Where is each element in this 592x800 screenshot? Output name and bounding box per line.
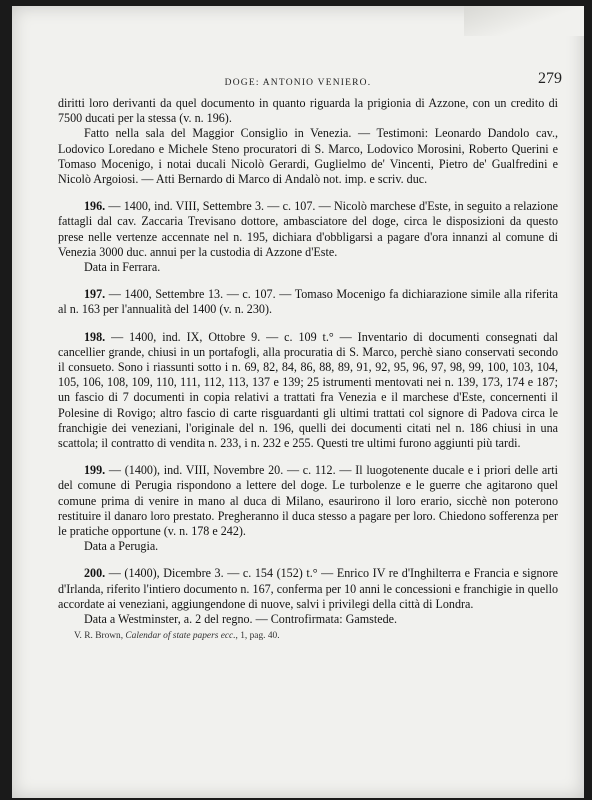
page-corner-shadow xyxy=(464,6,584,36)
entry-200 xyxy=(58,566,558,612)
entry-199-data: Data a Perugia. xyxy=(84,539,159,554)
book-page xyxy=(12,6,584,798)
entry-196 xyxy=(58,199,558,260)
entry-text: — (1400), Dicembre 3. — c. 154 (152) t.° — Enrico IV re d'Inghilterra e Francia e signore d'Irlanda, riferito l'intiero documento n. 167, conferma per 10 anni le concessioni e franchigie in quello accordate ai veneziani, aggiungendone di nuove, salvi i privilegi della città di Londra. xyxy=(58,566,558,611)
entry-200-data: Data a Westminster, a. 2 del regno. — Controfirmata: Gamstede. xyxy=(84,612,398,627)
entry-text: — 1400, ind. IX, Ottobre 9. — c. 109 t.° — Inventario di documenti consegnati dal cancellier grande, chiusi in un portafogli, alla procuratia di S. Marco, perchè siano conservati secondo il consueto. Sono i riassunti sotto i n. 69, 82, 84, 86, 88, 89, 91, 92, 95, 96, 97, 98, 99, 100, 103, 104, 105, 106, 108, 109, 110, 111, 112, 113, 137 e 139; 25 istrumenti mentovati nei n. 139, 173, 174 e 187; un fascio di 7 documenti in copia relativi a trattati fra Venezia e il marchese d'Este, concernenti il Polesine di Rovigo; altro fascio di carte risguardanti gli ultimi trattati col signore di Padova circa le franchigie dei veneziani, l'originale del n. 196, quelli dei documenti citati nel n. 186 chiusi in una scattola; il contratto di vendita n. 233, i n. 232 e 255. Questi tre ultimi furono aggiunti più tardi. xyxy=(58,329,558,451)
page-body xyxy=(58,96,558,645)
entry-text: — 1400, ind. VIII, Settembre 3. — c. 107. — Nicolò marchese d'Este, in seguito a relazione fattagli dal cav. Zaccaria Trevisano dottore, ambasciatore del doge, circa le disposizioni da questo prese nelle vertenze accennate nel n. 195, dichiara d'obbligarsi a pagare d'ora innanzi al comune di Venezia 3000 duc. annui per la custodia di Azzone d'Este. xyxy=(58,199,558,259)
footnote-author: V. R. Brown, xyxy=(74,631,126,642)
entry-number: 197. xyxy=(84,287,106,302)
paragraph-intro: diritti loro derivanti da quel documento in quanto riguarda la prigionia di Azzone, con un credito di 7500 ducati per la stessa (v. n. 196). xyxy=(58,96,558,126)
entry-number: 196. xyxy=(84,199,106,214)
footnote-title: Calendar of state papers ecc. xyxy=(125,631,236,642)
entry-199 xyxy=(58,463,558,539)
entry-number: 200. xyxy=(84,566,106,581)
entry-197 xyxy=(58,287,558,317)
footnote-ref: , 1, pag. 40. xyxy=(235,631,280,642)
running-header: DOGE: ANTONIO VENIERO. xyxy=(224,78,372,88)
footnote xyxy=(58,629,558,644)
entry-198 xyxy=(58,330,558,452)
entry-number: 198. xyxy=(84,329,106,344)
entry-number: 199. xyxy=(84,463,106,478)
entry-196-data: Data in Ferrara. xyxy=(84,260,161,275)
entry-text: — (1400), ind. VIII, Novembre 20. — c. 112. — Il luogotenente ducale e i priori delle arti del comune di Perugia rispondono a lettere del doge. Le turbolenze e le guerre che agitarono quel comune prima di venire in mano al duca di Milano, esaurirono il loro erario, sicchè non poterono restituire il danaro loro prestato. Pregheranno il duca stesso a pagare per loro. Chiedono sofferenza per le pratiche opportune (v. n. 178 e 242). xyxy=(58,463,558,539)
page-number: 279 xyxy=(538,70,562,87)
entry-text: — 1400, Settembre 13. — c. 107. — Tomaso Mocenigo fa dichiarazione simile alla riferita al n. 163 per l'annualità del 1400 (v. n. 230). xyxy=(58,287,558,317)
paragraph-testimoni: Fatto nella sala del Maggior Consiglio in Venezia. — Testimoni: Leonardo Dandolo cav., Lodovico Loredano e Michele Steno procuratori di S. Marco, Lodovico Morosini, Roberto Querini e Tomaso Mocenigo, i notai ducali Nicolò Gerardi, Guglielmo de' Vincenti, Pietro de' Gualfredini e Nicolò Argoiosi. — Atti Bernardo di Marco di Andalò not. imp. e scriv. duc. xyxy=(58,126,558,187)
